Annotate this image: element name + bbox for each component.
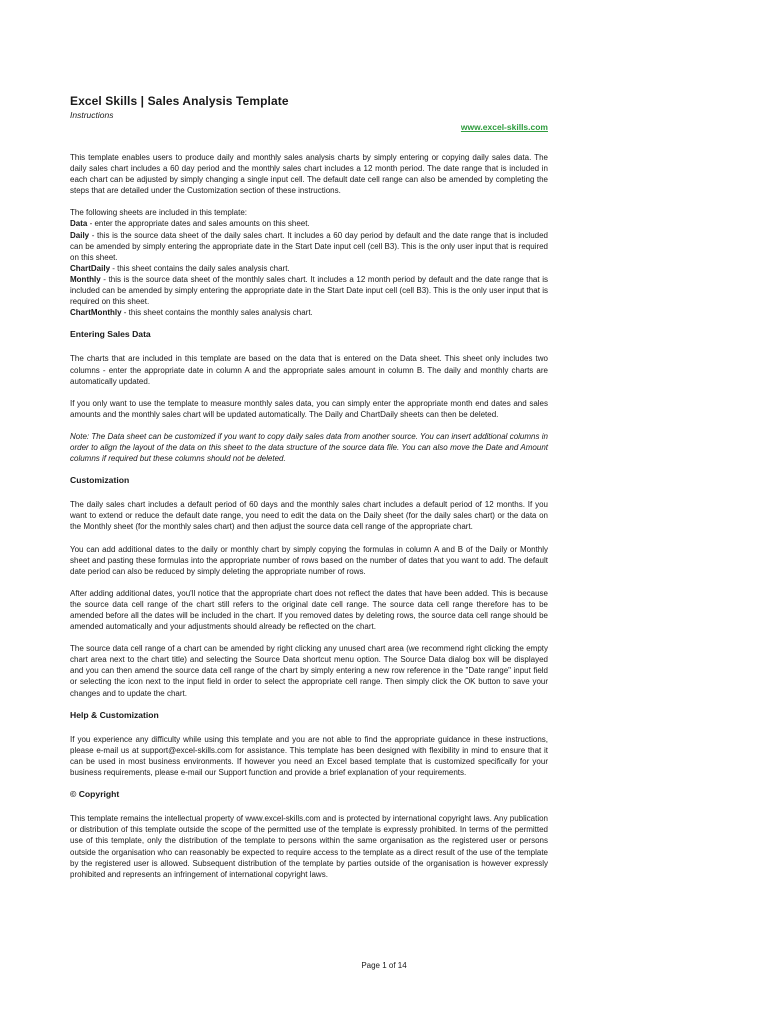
sheet-item-chartmonthly [70,307,548,318]
document-subtitle: Instructions [70,110,114,120]
sheet-name: ChartMonthly [70,308,122,318]
website-link[interactable]: www.excel-skills.com [460,122,548,132]
sheet-name: Data [70,219,88,229]
customization-paragraph-1: The daily sales chart includes a default period of 60 days and the monthly sales chart includes a default period of 12 months. If you want to extend or reduce the default date range, you need to edit the data on the Daily sheet (for the daily sales chart) or the data on the Monthly sheet (for the monthly sales chart) and then adjust the source data cell range of the appropriate chart. [70,500,548,532]
intro-paragraph: This template enables users to produce daily and monthly sales analysis charts by simply entering or copying daily sales data. The daily sales chart includes a 60 day period and the monthly sales chart includes a 12 month period. The date range that is included in each chart can be adjusted by simply changing a single input cell. The default date cell range can also be amended by completing the steps that are detailed under the Customization section of these instructions. [70,153,548,196]
copyright-paragraph: This template remains the intellectual property of www.excel-skills.com and is protected by international copyright laws. Any publication or distribution of this template outside the scope of the permitted use of the template is expressly prohibited. In terms of the permitted use of this template, only the distribution of the template to persons within the same organisation as the registered user or persons outside the organisation who can reasonably be expected to require access to the template as a direct result of the use of the template by the registered user is allowed. Subsequent distribution of the template by parties outside of the organisation is however expressly prohibited and represents an infringement of international copyright laws. [70,814,548,879]
section-heading-copyright: © Copyright [70,789,120,800]
document-title: Excel Skills | Sales Analysis Template [70,94,289,108]
entering-note: Note: The Data sheet can be customized if you want to copy daily sales data from another source. You can insert additional columns in order to align the layout of the data on this sheet to the data structure of the source data file. You can also move the Date and Amount columns if required but these columns should not be deleted. [70,431,548,464]
sheet-name: Daily [70,230,90,240]
sheet-name: Monthly [70,274,101,284]
customization-paragraph-3: After adding additional dates, you'll notice that the appropriate chart does not reflect the dates that have been added. This is because the source data cell range of the chart still refers to the original date cell range. The source data cell range therefore has to be amended before all the dates will be included in the chart. If you removed dates by deleting rows, the source data cell range should be amended automatically and your adjustments should already be reflected on the chart. [70,588,548,632]
section-heading-help: Help & Customization [70,709,159,720]
page-footer [0,961,768,970]
document-body [70,152,548,891]
entering-paragraph-1: The charts that are included in this template are based on the data that is entered on the Data sheet. This sheet only includes two columns - enter the appropriate date in column A and the appropriate sales amount in column B. The daily and monthly charts are automatically updated. [70,354,548,386]
entering-paragraph-2: If you only want to use the template to measure monthly sales data, you can simply enter the appropriate month end dates and sales amounts and the monthly sales chart will be updated automatically. The Daily and ChartDaily sheets can then be deleted. [70,398,548,419]
sheet-list [70,207,548,318]
sheet-item-monthly [70,274,548,307]
sheet-desc: - enter the appropriate dates and sales amounts on this sheet. [87,219,310,229]
section-heading-entering: Entering Sales Data [70,329,151,340]
sheet-list-intro: The following sheets are included in this template: [70,208,247,218]
sheet-desc: - this is the source data sheet of the monthly sales chart. It includes a 12 month period by default and the date range that is included can be amended by simply entering the appropriate date in the Start Date input cell (cell B3). This is the only user input that is required on this sheet. [70,274,548,307]
customization-paragraph-4: The source data cell range of a chart can be amended by right clicking any unused chart area (we recommend right clicking the empty chart area next to the chart title) and selecting the Source Data shortcut menu option. The Source Data dialog box will be displayed and you can then amend the source data cell range of the chart by simply entering a new row reference in the "Date range" input field or selecting the icon next to the input field in order to select the appropriate cell range. Then simply click the OK button to save your changes and to update the chart. [70,644,548,698]
help-paragraph: If you experience any difficulty while using this template and you are not able to find the appropriate guidance in these instructions, please e-mail us at support@excel-skills.com for assistance. This template has been designed with flexibility in mind to ensure that it can be used in most business environments. If however you need an Excel based template that is customized specifically for your business requirements, please e-mail our Support function and provide a brief explanation of your requirements. [70,734,548,778]
document-page [70,0,548,1024]
sheet-desc: - this sheet contains the daily sales analysis chart. [110,263,290,273]
sheet-desc: - this sheet contains the monthly sales analysis chart. [121,308,313,318]
sheet-item-chartdaily [70,263,548,274]
page-number: Page 1 of 14 [361,961,407,970]
customization-paragraph-2: You can add additional dates to the daily or monthly chart by simply copying the formulas in column A and B of the Daily or Monthly sheet and pasting these formulas into the appropriate number of rows based on the number of dates that you want to add. The default date period can also be reduced by simply deleting the appropriate number of rows. [70,544,548,576]
section-heading-customization: Customization [70,475,130,486]
sheet-item-data [70,218,548,229]
sheet-desc: - this is the source data sheet of the daily sales chart. It includes a 60 day period by default and the date range that is included can be amended by simply entering the appropriate date in the Start Date input cell (cell B3). This is the only user input that is required on this sheet. [70,230,548,262]
sheet-name: ChartDaily [70,263,111,273]
sheet-item-daily [70,230,548,263]
